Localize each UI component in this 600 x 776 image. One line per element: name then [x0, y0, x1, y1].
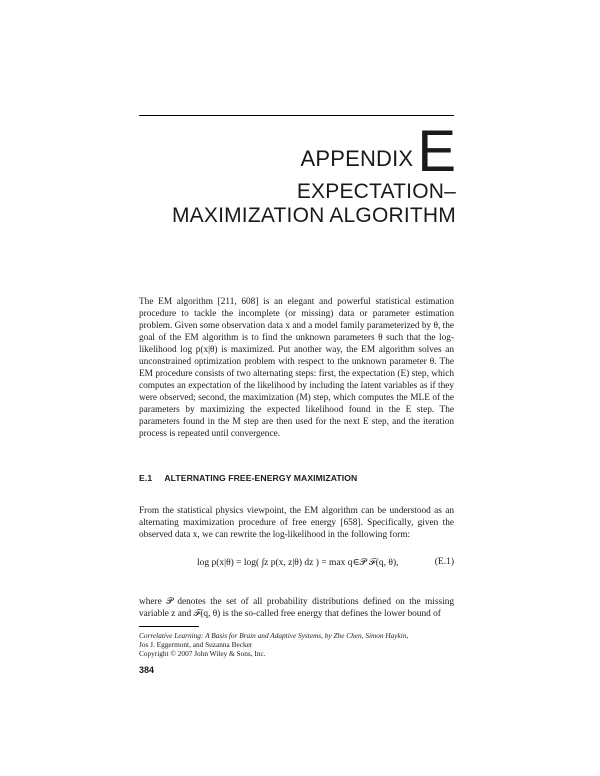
copyright-footnote — [139, 631, 454, 658]
equation-expression: log p(x|θ) = log( ∫z p(x, z|θ) dz ) = max q∈𝒫 ℱ(q, θ), — [197, 558, 399, 568]
paragraph-where: where 𝒫 denotes the set of all probability distributions defined on the missing variable z and ℱ(q, θ) is the so-called free energy that defines the lower bound of — [139, 597, 454, 619]
chapter-title-line-1: EXPECTATION– — [296, 180, 456, 203]
intro-paragraph: The EM algorithm [211, 608] is an elegant and powerful statistical estimation procedure to tackle the incomplete (or missing) data or parameter estimation problem. Given some observation data x and a model family parameterized by θ, the goal of the EM algorithm is to find the unknown parameters θ such that the log-likelihood log p(x|θ) is maximized. Put another way, the EM algorithm solves an unconstrained optimization problem with respect to the unknown parameter θ. The EM procedure consists of two alternating steps: first, the expectation (E) step, which computes an expectation of the likelihood by including the latent variables as if they were observed; second, the maximization (M) step, which computes the MLE of the parameters by maximizing the expected likelihood found in the E step. The parameters found in the M step are then used for the next E step, and the iteration process is repeated until convergence. — [139, 297, 454, 439]
equation-e1 — [139, 553, 454, 581]
section-heading — [139, 473, 357, 483]
appendix-word: APPENDIX — [300, 145, 414, 171]
top-rule — [139, 115, 454, 116]
page-number: 384 — [139, 665, 155, 675]
paragraph-free-energy: From the statistical physics viewpoint, the EM algorithm can be understood as an alternating maximization procedure of free energy [658]. Specifically, given the observed data x, we can rewrite the log-likelihood in the following form: — [139, 506, 454, 540]
section-number: E.1 — [139, 473, 153, 483]
appendix-label — [300, 119, 456, 184]
footnote-line-2: Jos J. Eggermont, and Suzanna Becker — [139, 640, 253, 649]
chapter-title — [172, 180, 456, 228]
appendix-letter: E — [417, 119, 456, 184]
equation-number: (E.1) — [434, 557, 454, 567]
footnote-line-1: Correlative Learning: A Basis for Brain and Adaptive Systems, by Zhe Chen, Simon Haykin, — [139, 631, 409, 640]
chapter-title-line-2: MAXIMIZATION ALGORITHM — [171, 204, 456, 227]
footnote-rule — [139, 626, 199, 627]
section-title: ALTERNATING FREE-ENERGY MAXIMIZATION — [164, 473, 358, 483]
footnote-line-3: Copyright © 2007 John Wiley & Sons, Inc. — [139, 649, 266, 658]
